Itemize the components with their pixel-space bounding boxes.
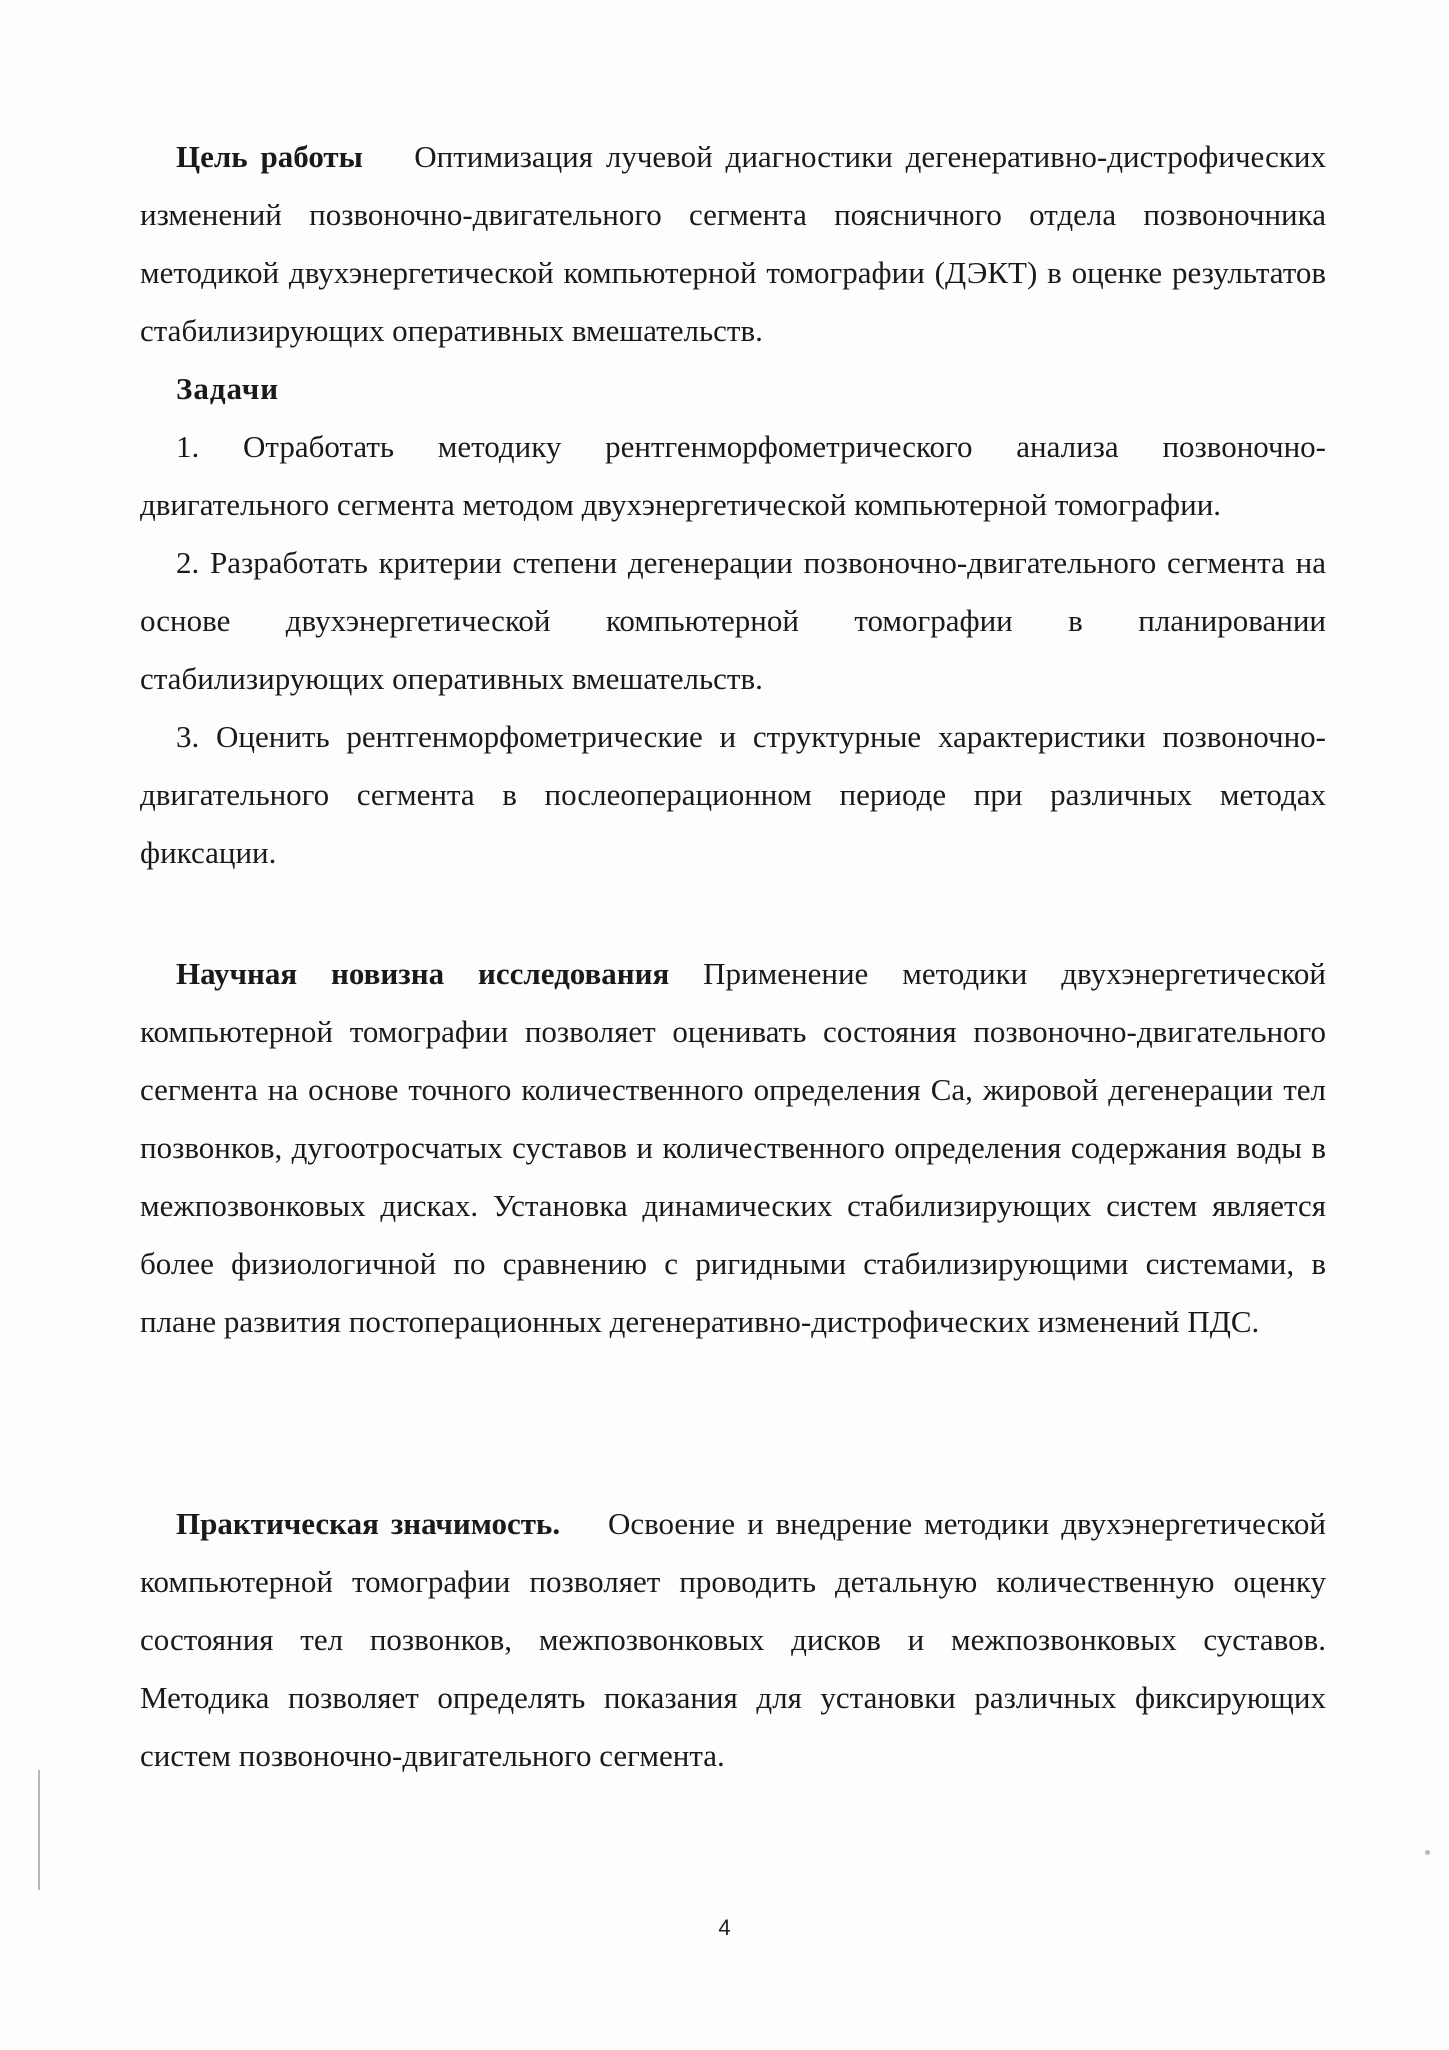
scan-edge-mark	[38, 1770, 40, 1890]
novelty-paragraph	[140, 945, 1326, 1351]
task-item-3: 3. Оценить рентгенморфометрические и структурные характеристики позвоночно-двигательного сегмента в послеоперационном периоде при различных методах фиксации.	[140, 719, 1326, 870]
task-item-2: 2. Разработать критерии степени дегенерации позвоночно-двигательного сегмента на основе двухэнергетической компьютерной томографии в планировании стабилизирующих оперативных вмешательств.	[140, 545, 1326, 696]
goal-section	[140, 128, 1326, 360]
goal-label: Цель работы	[176, 139, 363, 174]
practical-section	[140, 1495, 1326, 1785]
practical-paragraph	[140, 1495, 1326, 1785]
novelty-text: Применение методики двухэнергетической компьютерной томографии позволяет оценивать состояния позвоночно-двигательного сегмента на основе точного количественного определения Са, жировой дегенерации тел позвонков, дугоотросчатых суставов и количественного определения содержания воды в межпозвонковых дисках. Установка динамических стабилизирующих систем является более физиологичной по сравнению с ригидными стабилизирующими системами, в плане развития постоперационных дегенеративно-дистрофических изменений ПДС.	[140, 956, 1326, 1339]
novelty-label: Научная новизна исследования	[176, 956, 670, 991]
practical-label: Практическая значимость.	[176, 1506, 561, 1541]
tasks-section	[140, 360, 1326, 882]
practical-text: Освоение и внедрение методики двухэнергетической компьютерной томографии позволяет проводить детальную количественную оценку состояния тел позвонков, межпозвонковых дисков и межпозвонковых суставов. Методика позволяет определять показания для установки различных фиксирующих систем позвоночно-двигательного сегмента.	[140, 1506, 1326, 1773]
page-number: 4	[718, 1915, 731, 1940]
task-item-1: 1. Отработать методику рентгенморфометрического анализа позвоночно-двигательного сегмента методом двухэнергетической компьютерной томографии.	[140, 429, 1326, 522]
goal-paragraph	[140, 128, 1326, 360]
goal-text: Оптимизация лучевой диагностики дегенеративно-дистрофических изменений позвоночно-двигательного сегмента поясничного отдела позвоночника методикой двухэнергетической компьютерной томографии (ДЭКТ) в оценке результатов стабилизирующих оперативных вмешательств.	[140, 139, 1326, 348]
tasks-heading: Задачи	[176, 371, 280, 406]
novelty-section	[140, 945, 1326, 1351]
scan-dot-mark	[1425, 1850, 1430, 1855]
